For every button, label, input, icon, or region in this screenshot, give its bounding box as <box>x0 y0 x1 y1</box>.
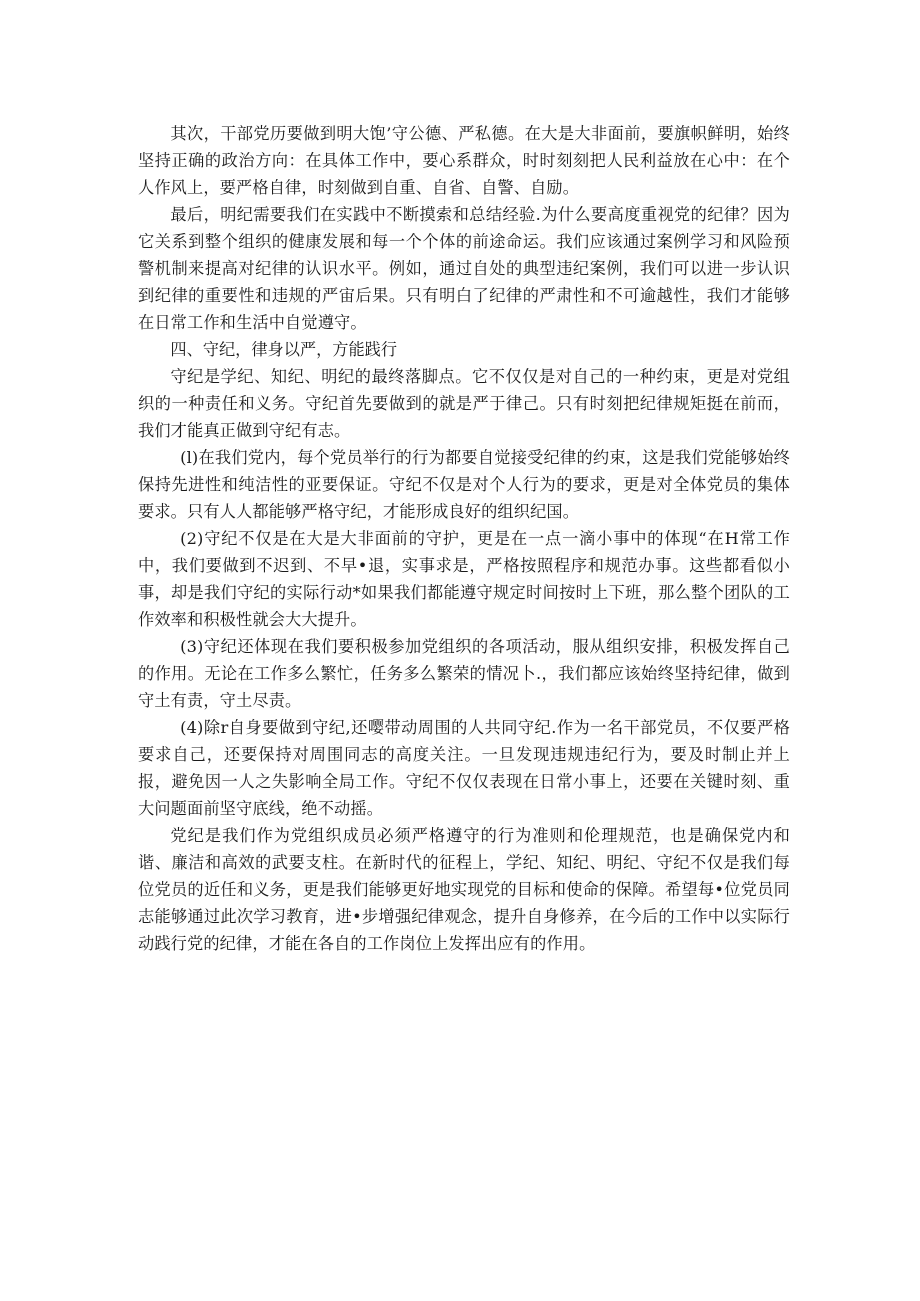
paragraph-keep-discipline-intro: 守纪是学纪、知纪、明纪的最终落脚点。它不仅仅是对自己的一种约束，更是对党组织的一种责任和义务。守纪首先要做到的就是严于律己。只有时刻把纪律规矩挺在前而，我们才能真正做到守纪有志。 <box>138 367 790 440</box>
paragraph-item-1: (l)在我们党内，每个党员举行的行为都要自觉接受纪律的约束，这是我们党能够始终保持先进性和纯洁性的亚要保证。守纪不仅是对个人行为的要求，更是对全体党员的集体要求。只有人人都能够严格守纪，才能形成良好的组织纪国。 <box>138 448 790 521</box>
paragraph-cadre-morality: 其次，干部党历要做到明大饱’守公德、严私德。在大是大非面前，要旗帜鲜明，始终坚持正确的政治方向：在具体工作中，要心系群众，时时刻刻把人民利益放在心中：在个人作风上，要严格自律，时刻做到自重、自省、自警、自励。 <box>138 124 790 197</box>
paragraph-item-2: (2)守纪不仅是在大是大非面前的守护，更是在一点一滴小事中的体现“在H常工作中，我们要做到不迟到、不早•退，实事求是，严格按照程序和规范办事。这些都看似小事，却是我们守纪的实际行动*如果我们都能遵守规定时间按时上下班，那么整个团队的工作效率和积极性就会大大提升。 <box>138 529 790 629</box>
section-heading-keep-discipline: 四、守纪，律身以严，方能践行 <box>170 340 398 359</box>
paragraph-understand-discipline: 最后，明纪需要我们在实践中不断摸索和总结经验.为什么要高度重视党的纪律？因为它关系到整个组织的健康发展和每一个个体的前途命运。我们应该通过案例学习和风险预警机制来提高对纪律的认识水平。例如，通过自处的典型违纪案例，我们可以进一步认识到纪律的重要性和违规的严宙后果。只有明白了纪律的严肃性和不可逾越性，我们才能够在日常工作和生活中自觉遵守。 <box>138 205 790 332</box>
paragraph-item-3: (3)守纪还体现在我们要积极参加党组织的各项活动，服从组织安排，积极发挥自己的作用。无论在工作多么繁忙，任务多么繁荣的情况卜.，我们都应该始终坚持纪律，做到守土有责，守土尽责。 <box>138 637 790 710</box>
paragraph-conclusion: 党纪是我们作为党组织成员必须严格遵守的行为准则和伦理规范，也是确保党内和谐、廉洁和高效的武要支柱。在新时代的征程上，学纪、知纪、明纪、守纪不仅是我们每位党员的近任和义务，更是我们能够更好地实现党的目标和使命的保障。希望每•位党员同志能够通过此次学习教育，进•步增强纪律观念，提升自身修养，在今后的工作中以实际行动践行党的纪律，才能在各自的工作岗位上发挥出应有的作用。 <box>138 826 790 953</box>
document-page <box>138 120 790 957</box>
paragraph-item-4: (4)除r自身要做到守纪,还嘤带动周围的人共同守纪.作为一名干部党员，不仅要严格要求自己，还要保持对周围同志的高度关注。一旦发现违规违纪行为，要及时制止并上报，避免因一人之失影响全局工作。守纪不仅仅表现在日常小事上，还要在关键时刻、重大问题面前坚守底线，绝不动摇。 <box>138 718 790 818</box>
